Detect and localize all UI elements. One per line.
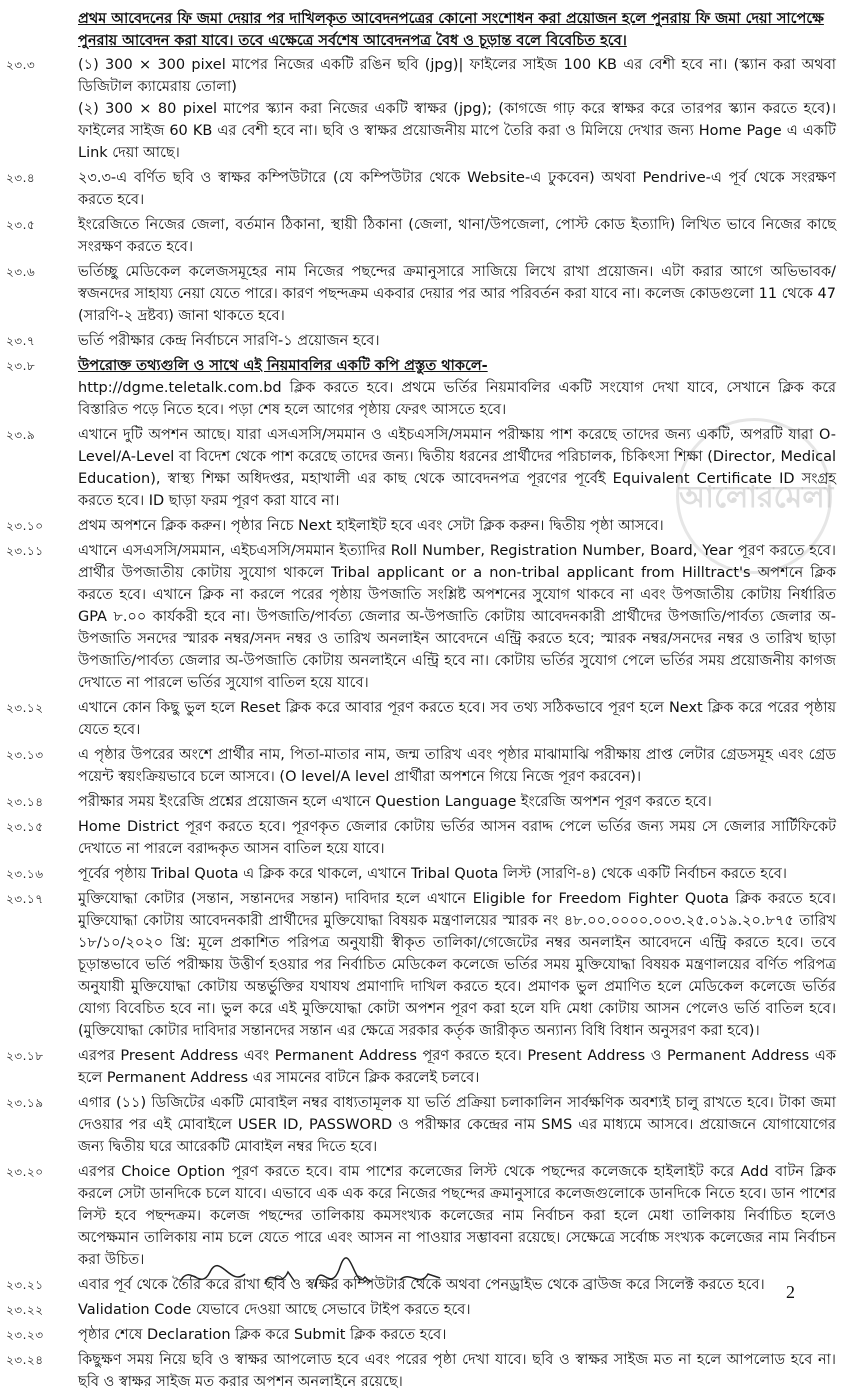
list-item [6,1349,836,1393]
item-paragraph: এখানে এসএসসি/সমমান, এইচএসসি/সমমান ইত্যাদির Roll Number, Registration Number, Board, Year পূরণ করতে হবে। প্রার্থীর উপজাতীয় কোটায় সুযোগ থাকলে Tribal applicant or a non-tribal applicant from Hilltract's অপশনে ক্লিক করতে হবে। এখানে ক্লিক না করলে পরের পৃষ্ঠায় উপজাতি সংশ্লিষ্ট অপশনের সুযোগ থাকবে না এবং উপজাতীয় কোটায় নির্ধারিত GPA ৮.০০ কার্যকরী হবে না। উপজাতি/পার্বত্য জেলার অ-উপজাতি কোটায় আবেদনকারী প্রার্থীদের উপজাতি/পার্বত্য জেলার অ-উপজাতি সনদের স্মারক নম্বর/সনদ নম্বর ও তারিখ অনলাইন আবেদনে এন্ট্রি করতে হবে; স্মারক নম্বর/সনদের নম্বর ও তারিখ ছাড়া উপজাতি/পার্বত্য জেলার অ-উপজাতি কোটায় অনলাইনে এন্ট্রি হবে না। কোটায় ভর্তির সুযোগ পেলে ভর্তির সময় প্রয়োজনীয় কাগজ দেখাতে না পারলে ভর্তির সুযোগ বাতিল হয়ে যাবে। [78,543,836,691]
item-paragraph: (১) 300 × 300 pixel মাপের নিজের একটি রঙিন ছবি (jpg)| ফাইলের সাইজ 100 KB এর বেশী হবে না। (স্ক্যান করা অথবা ডিজিটাল ক্যামেরায় তোলা) [78,57,836,95]
list-item [6,355,836,421]
item-paragraph: Home District পূরণ করতে হবে। পূরণকৃত জেলার কোটায় ভর্তির আসন বরাদ্দ পেলে ভর্তির জন্য সময় সে জেলার সার্টিফিকেট দেখাতে না পারলে বরাদ্দকৃত আসন বাতিল হয়ে যাবে। [78,819,836,857]
intro-text: প্রথম আবেদনের ফি জমা দেয়ার পর দাখিলকৃত আবেদনপত্রের কোনো সংশোধন করা প্রয়োজন হলে পুনরায় ফি জমা দেয়া সাপেক্ষে পুনরায় আবেদন করা যাবে। তবে এক্ষেত্রে সর্বশেষ আবেদনপত্র বৈধ ও চূড়ান্ত বলে বিবেচিত হবে। [78,11,824,49]
item-number: ২৩.১৯ [6,1096,44,1110]
item-number: ২৩.১০ [6,519,44,533]
signature-3 [315,1258,370,1287]
item-number: ২৩.২১ [6,1278,44,1292]
item-number: ২৩.৯ [6,428,36,442]
item-body [78,515,836,537]
item-number: ২৩.১২ [6,701,44,715]
list-item [6,330,836,352]
signature-2 [265,1272,295,1284]
item-paragraph: পূর্বের পৃষ্ঠায় Tribal Quota এ ক্লিক করে থাকলে, এখানে Tribal Quota লিস্ট (সারণি-৪) থেকে একটি নির্বাচন করতে হবে। [78,866,787,882]
item-body [78,1092,836,1158]
item-body [78,744,836,788]
item-body [78,424,836,512]
list-item [6,261,836,327]
item-number: ২৩.২০ [6,1165,44,1179]
rules-list [6,54,836,1396]
list-item [6,888,836,1042]
item-number: ২৩.২৪ [6,1353,44,1367]
item-body [78,1349,836,1393]
item-paragraph: মুক্তিযোদ্ধা কোটার (সন্তান, সন্তানদের সন্তান) দাবিদার হলে এখানে Eligible for Freedom Fighter Quota ক্লিক করতে হবে। মুক্তিযোদ্ধা কোটায় আবেদনকারী প্রার্থীদের মুক্তিযোদ্ধা বিষয়ক মন্ত্রণালয়ের স্মারক নং ৪৮.০০.০০০০.০০৩.২৫.০১৯.২০.৮৭৫ তারিখ ১৮/১০/২০২০ খ্রি: মূলে প্রকাশিত পরিপত্র অনুযায়ী স্বীকৃত তালিকা/গেজেটের নম্বর অনলাইন আবেদনে এন্ট্রি করতে হবে। তবে চূড়ান্তভাবে ভর্তি পরীক্ষায় উত্তীর্ণ হওয়ার পর নির্বাচিত মেডিকেল কলেজে ভর্তির সময় মুক্তিযোদ্ধা বিষয়ক মন্ত্রণালয়ের বর্ণিত পরিপত্র অনুযায়ী মুক্তিযোদ্ধা কোটায় অন্তর্ভুক্তির যথাযথ প্রমাণাদি দাখিল করতে হবে। প্রমাণক ভুল প্রমাণিত হলে মেডিকেল কলেজে ভর্তির যোগ্য বিবেচিত হবে না। ভুল করে এই মুক্তিযোদ্ধা কোটা অপশন পূরণ করা হলে যদি মেধা কোটায় আসন পেলেও ভর্তি বাতিল হবে। (মুক্তিযোদ্ধা কোটার দাবিদার সন্তানদের সন্তান এর ক্ষেত্রে সরকার কর্তৃক জারীকৃত অন্যান্য বিধি বিধান অনুসরণ করা হবে)। [78,891,836,1039]
item-number: ২৩.১৬ [6,867,44,881]
item-body [78,1299,836,1321]
item-number: ২৩.১৪ [6,795,44,809]
item-paragraph: পৃষ্ঠার শেষে Declaration ক্লিক করে Submit ক্লিক করতে হবে। [78,1327,447,1343]
list-item [6,54,836,164]
signature-1 [180,1266,245,1282]
item-body [78,54,836,164]
item-body [78,167,836,211]
item-paragraph: এখানে দুটি অপশন আছে। যারা এসএসসি/সমমান ও এইচএসসি/সমমান পরীক্ষায় পাশ করেছে তাদের জন্য একটি, অপরটি যারা O-Level/A-Level বা বিদেশ থেকে পাশ করেছে তাদের জন্য। দ্বিতীয় ধরনের প্রার্থীদের পরিচালক, চিকিৎসা শিক্ষা (Director, Medical Education), স্বাস্থ্য শিক্ষা অধিদপ্তর, মহাখালী এর কাছ থেকে আবেদনপত্র পূরণের পূর্বেই Equivalent Certificate ID সংগ্রহ করতে হবে। ID ছাড়া ফরম পূরণ করা যাবে না। [78,427,836,509]
item-paragraph: প্রথম অপশনে ক্লিক করুন। পৃষ্ঠার নিচে Next হাইলাইট হবে এবং সেটা ক্লিক করুন। দ্বিতীয় পৃষ্ঠা আসবে। [78,518,664,534]
list-item [6,1324,836,1346]
list-item [6,744,836,788]
item-paragraph: এরপর Present Address এবং Permanent Address পূরণ করতে হবে। Present Address ও Permanent Address এক হলে Permanent Address এর সামনের বাটনে ক্লিক করলেই চলবে। [78,1048,836,1086]
list-item [6,1045,836,1089]
item-paragraph: এ পৃষ্ঠার উপরের অংশে প্রার্থীর নাম, পিতা-মাতার নাম, জন্ম তারিখ এবং পৃষ্ঠার মাঝামাঝি পরীক্ষায় প্রাপ্ত লেটার গ্রেডসমূহ এবং গ্রেড পয়েন্ট স্বয়ংক্রিয়ভাবে চলে আসবে। (O level/A level প্রার্থীরা অপশনে গিয়ে নিজে পূরণ করবেন)। [78,747,836,785]
item-number: ২৩.৩ [6,58,36,72]
list-item [6,863,836,885]
intro-paragraph [78,8,833,52]
item-number: ২৩.১১ [6,544,44,558]
list-item [6,424,836,512]
item-number: ২৩.৮ [6,359,36,373]
item-body [78,816,836,860]
item-body [78,888,836,1042]
item-paragraph: এগার (১১) ডিজিটের একটি মোবাইল নম্বর বাধ্যতামূলক যা ভর্তি প্রক্রিয়া চলাকালিন সার্বক্ষণিক অবশ্যই চালু রাখতে হবে। টাকা জমা দেওয়ার পর এই মোবাইলে USER ID, PASSWORD ও পরীক্ষার কেন্দ্রের নাম SMS এর মাধ্যমে আসবে। প্রয়োজনে যোগাযোগের জন্য দ্বিতীয় ঘরে আরেকটি মোবাইল নম্বর দিতে হবে। [78,1095,836,1155]
list-item [6,540,836,694]
list-item [6,816,836,860]
item-paragraph: এরপর Choice Option পূরণ করতে হবে। বাম পাশের কলেজের লিস্ট থেকে পছন্দের কলেজকে হাইলাইট করে Add বাটন ক্লিক করলে সেটা ডানদিকে চলে যাবে। এভাবে এক এক করে নিজের পছন্দের ক্রমানুসারে কলেজগুলোকে ডানদিকে নিতে হবে। ডান পাশের লিস্ট হবে পছন্দক্রম। কলেজ পছন্দের তালিকায় কমসংখ্যক কলেজের নাম নির্বাচন করা হলে মেধা তালিকায় নির্বাচিত হলেও অপেক্ষমান তালিকায় নাম চলে যেতে পারে এবং আসন না পাওয়ার সম্ভাবনা রয়েছে। সেক্ষেত্রে সর্বোচ্চ সংখ্যক কলেজের নাম নির্বাচন করা উচিত। [78,1164,836,1268]
list-item [6,167,836,211]
list-item [6,515,836,537]
list-item [6,697,836,741]
item-body [78,540,836,694]
item-number: ২৩.১৭ [6,892,44,906]
item-paragraph: কিছুক্ষণ সময় নিয়ে ছবি ও স্বাক্ষর আপলোড হবে এবং পরের পৃষ্ঠা দেখা যাবে। ছবি ও স্বাক্ষর সাইজ মত না হলে আপলোড হবে না। ছবি ও স্বাক্ষর সাইজ মত করার অপশন অনলাইনে রয়েছে। [78,1352,836,1390]
item-paragraph: ২৩.৩-এ বর্ণিত ছবি ও স্বাক্ষর কম্পিউটারে (যে কম্পিউটার থেকে Website-এ ঢুকবেন) অথবা Pendrive-এ পূর্ব থেকে সংরক্ষণ করতে হবে। [78,170,836,208]
item-body [78,1045,836,1089]
list-item [6,791,836,813]
item-paragraph: Validation Code যেভাবে দেওয়া আছে সেভাবে টাইপ করতে হবে। [78,1302,471,1318]
list-item [6,1299,836,1321]
watermark-text: আলোরমেলা [679,480,834,515]
item-number: ২৩.২২ [6,1303,44,1317]
item-number: ২৩.১৮ [6,1049,44,1063]
item-number: ২৩.৬ [6,265,36,279]
item-number: ২৩.৪ [6,171,36,185]
item-paragraph: এবার পূর্ব থেকে তৈরি করে রাখা ছবি ও স্বাক্ষর কম্পিউটার থেকে অথবা পেনড্রাইভ থেকে ব্রাউজ করে সিলেক্ট করতে হবে। [78,1277,765,1293]
list-item [6,1092,836,1158]
item-paragraph: ভর্তি পরীক্ষার কেন্দ্র নির্বাচনে সারণি-১ প্রয়োজন হবে। [78,333,380,349]
item-body [78,355,836,421]
item-number: ২৩.২৩ [6,1328,44,1342]
item-body [78,330,836,352]
signatures [170,1252,510,1302]
item-number: ২৩.৫ [6,218,36,232]
item-paragraph: উপরোক্ত তথ্যগুলি ও সাথে এই নিয়মাবলির একটি কপি প্রস্তুত থাকলে- [78,358,488,374]
item-number: ২৩.৭ [6,334,36,348]
item-number: ২৩.১৩ [6,748,44,762]
page-number: 2 [786,1282,795,1302]
item-body [78,697,836,741]
list-item [6,214,836,258]
item-body [78,261,836,327]
item-paragraph: ইংরেজিতে নিজের জেলা, বর্তমান ঠিকানা, স্থায়ী ঠিকানা (জেলা, থানা/উপজেলা, পোস্ট কোড ইত্যাদি) লিখিত ভাবে নিজের কাছে সংরক্ষণ করতে হবে। [78,217,836,255]
item-paragraph: (২) 300 × 80 pixel মাপের স্ক্যান করা নিজের একটি স্বাক্ষর (jpg); (কাগজে গাঢ় করে স্বাক্ষর করে তারপর স্ক্যান করতে হবে)। ফাইলের সাইজ 60 KB এর বেশী হবে না। ছবি ও স্বাক্ষর প্রয়োজনীয় মাপে তৈরি করা ও মিলিয়ে দেখার জন্য Home Page এ একটি Link দেয়া আছে। [78,101,836,161]
item-body [78,214,836,258]
item-paragraph: http://dgme.teletalk.com.bd ক্লিক করতে হবে। প্রথমে ভর্তির নিয়মাবলির একটি সংযোগ দেখা যাবে, সেখানে ক্লিক করে বিস্তারিত পড়ে নিতে হবে। পড়া শেষ হলে আগের পৃষ্ঠায় ফেরৎ আসতে হবে। [78,380,836,418]
item-paragraph: ভর্তিচ্ছু মেডিকেল কলেজসমূহের নাম নিজের পছন্দের ক্রমানুসারে সাজিয়ে লিখে রাখা প্রয়োজন। এটা করার আগে অভিভাবক/স্বজনদের সাহায্য নেয়া যেতে পারে। কারণ পছন্দক্রম একবার দেয়ার পর আর পরিবর্তন করা যাবে না। কলেজ কোডগুলো 11 থেকে 47 (সারণি-২ দ্রষ্টব্য) জানা থাকতে হবে। [78,264,836,324]
item-body [78,1324,836,1346]
item-paragraph: এখানে কোন কিছু ভুল হলে Reset ক্লিক করে আবার পূরণ করতে হবে। সব তথ্য সঠিকভাবে পূরণ হলে Next ক্লিক করে পরের পৃষ্ঠায় যেতে হবে। [78,700,836,738]
signature-4 [400,1274,440,1280]
item-body [78,791,836,813]
item-paragraph: পরীক্ষার সময় ইংরেজি প্রশ্নের প্রয়োজন হলে এখানে Question Language ইংরেজি অপশন পূরণ করতে হবে। [78,794,712,810]
item-body [78,863,836,885]
item-number: ২৩.১৫ [6,820,44,834]
